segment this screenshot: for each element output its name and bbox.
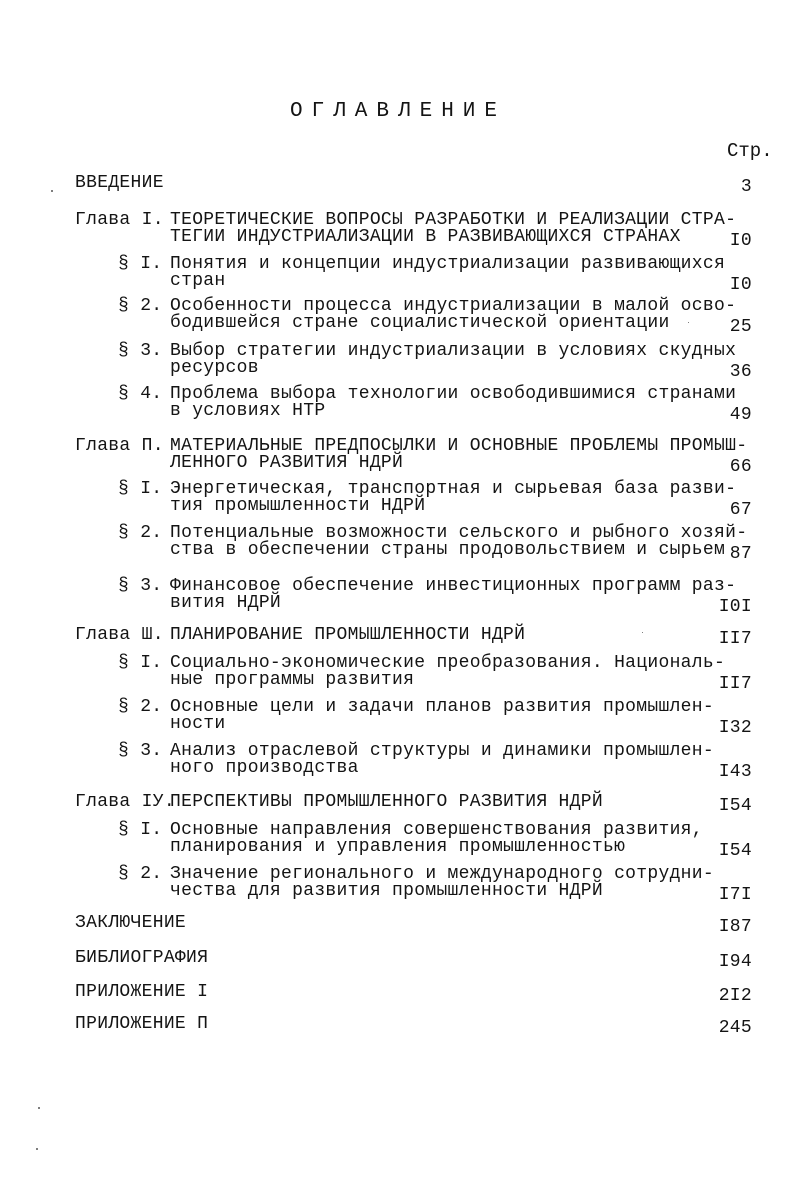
entry-title-line: тия промышленности НДРЙ [170,496,426,516]
toc-section [0,743,796,781]
toc-section [0,481,796,519]
toc-section [0,343,796,381]
section-number: § 2. [118,296,163,316]
entry-title-line: ЗАКЛЮЧЕНИЕ [75,913,187,933]
toc-section [0,386,796,424]
page-number: I0I [718,597,752,617]
entry-title-line: ПЕРСПЕКТИВЫ ПРОМЫШЛЕННОГО РАЗВИТИЯ НДРЙ [170,792,603,812]
page-number: I0 [729,231,752,251]
entry-title-line: Энергетическая, транспортная и сырьевая база разви- [170,479,737,499]
entry-title-line: ЛЕННОГО РАЗВИТИЯ НДРЙ [170,453,404,473]
toc-chapter [0,627,796,648]
toc-part [0,984,796,1005]
section-number: § 2. [118,523,163,543]
paper-speck [51,190,53,192]
page-number: II7 [718,629,752,649]
entry-title-line: Выбор стратегии индустриализации в условиях скудных [170,341,737,361]
section-number: § 3. [118,576,163,596]
page-number: II7 [718,674,752,694]
toc-chapter [0,438,796,476]
toc-part [0,1016,796,1037]
page-number: 245 [718,1018,752,1038]
section-number: § 2. [118,697,163,717]
toc-part [0,175,796,196]
page-number: I43 [718,762,752,782]
toc-section [0,256,796,294]
entry-title-line: Социально-экономические преобразования. Националь- [170,653,726,673]
toc-section [0,655,796,693]
section-number: § I. [118,479,163,499]
toc-section [0,525,796,563]
toc-section [0,699,796,737]
entry-title-line: Особенности процесса индустриализации в малой осво- [170,296,737,316]
section-number: § 3. [118,741,163,761]
page-number: I7I [718,885,752,905]
section-number: § 3. [118,341,163,361]
entry-title-line: бодившейся стране социалистической ориентации [170,313,670,333]
entry-title-line: ства в обеспечении страны продовольствием и сырьем [170,540,726,560]
entry-title-line: вития НДРЙ [170,593,282,613]
entry-title-line: Анализ отраслевой структуры и динамики промышлен- [170,741,714,761]
entry-title-line: в условиях НТР [170,401,326,421]
page-number: I32 [718,718,752,738]
entry-title-line: Значение регионального и международного сотрудни- [170,864,714,884]
entry-title-line: МАТЕРИАЛЬНЫЕ ПРЕДПОСЫЛКИ И ОСНОВНЫЕ ПРОБЛЕМЫ ПРОМЫШ- [170,436,748,456]
paper-speck [36,1148,38,1150]
entry-title-line: БИБЛИОГРАФИЯ [75,948,209,968]
entry-title-line: ности [170,714,226,734]
toc-chapter [0,794,796,815]
chapter-number: Глава П. [75,436,164,456]
toc-section [0,866,796,904]
entry-title-line: ТЕГИИ ИНДУСТРИАЛИЗАЦИИ В РАЗВИВАЮЩИХСЯ СТРАНАХ [170,227,681,247]
entry-title-line: ресурсов [170,358,259,378]
paper-speck [38,1107,40,1109]
entry-title-line: чества для развития промышленности НДРЙ [170,881,603,901]
entry-title-line: ТЕОРЕТИЧЕСКИЕ ВОПРОСЫ РАЗРАБОТКИ И РЕАЛИЗАЦИИ СТРА- [170,210,737,230]
entry-title-line: Проблема выбора технологии освободившимися странами [170,384,737,404]
toc-chapter [0,212,796,250]
page-number: 67 [729,500,752,520]
page-number: 87 [729,544,752,564]
page-number: I0 [729,275,752,295]
page-number: I54 [718,796,752,816]
entry-title-line: ПЛАНИРОВАНИЕ ПРОМЫШЛЕННОСТИ НДРЙ [170,625,526,645]
entry-title-line: Основные направления совершенствования развития, [170,820,703,840]
paper-speck [688,322,689,323]
toc-section [0,822,796,860]
page-number: 49 [729,405,752,425]
toc-section [0,578,796,616]
page-number: 66 [729,457,752,477]
entry-title-line: ные программы развития [170,670,415,690]
paper-speck [642,632,643,633]
section-number: § I. [118,254,163,274]
page-number: 3 [740,177,752,197]
entry-title-line: ВВЕДЕНИЕ [75,173,164,193]
toc-title: ОГЛАВЛЕНИЕ [289,100,507,123]
toc-part [0,950,796,971]
entry-title-line: ПРИЛОЖЕНИЕ П [75,1014,209,1034]
section-number: § I. [118,653,163,673]
toc-section [0,298,796,336]
page-number: 2I2 [718,986,752,1006]
chapter-number: Глава Ш. [75,625,164,645]
entry-title-line: Финансовое обеспечение инвестиционных программ раз- [170,576,737,596]
entry-title-line: стран [170,271,226,291]
toc-part [0,915,796,936]
page-number: I54 [718,841,752,861]
section-number: § 2. [118,864,163,884]
page-number: I87 [718,917,752,937]
page-column-label: Стр. [727,140,773,162]
entry-title-line: Понятия и концепции индустриализации развивающихся [170,254,726,274]
entry-title-line: Основные цели и задачи планов развития промышлен- [170,697,714,717]
page-number: I94 [718,952,752,972]
section-number: § 4. [118,384,163,404]
entry-title-line: ного производства [170,758,359,778]
entry-title-line: Потенциальные возможности сельского и рыбного хозяй- [170,523,748,543]
chapter-number: Глава I. [75,210,164,230]
page-number: 25 [729,317,752,337]
chapter-number: Глава IУ. [75,792,175,812]
page-number: 36 [729,362,752,382]
entry-title-line: ПРИЛОЖЕНИЕ I [75,982,209,1002]
section-number: § I. [118,820,163,840]
entry-title-line: планирования и управления промышленностью [170,837,626,857]
